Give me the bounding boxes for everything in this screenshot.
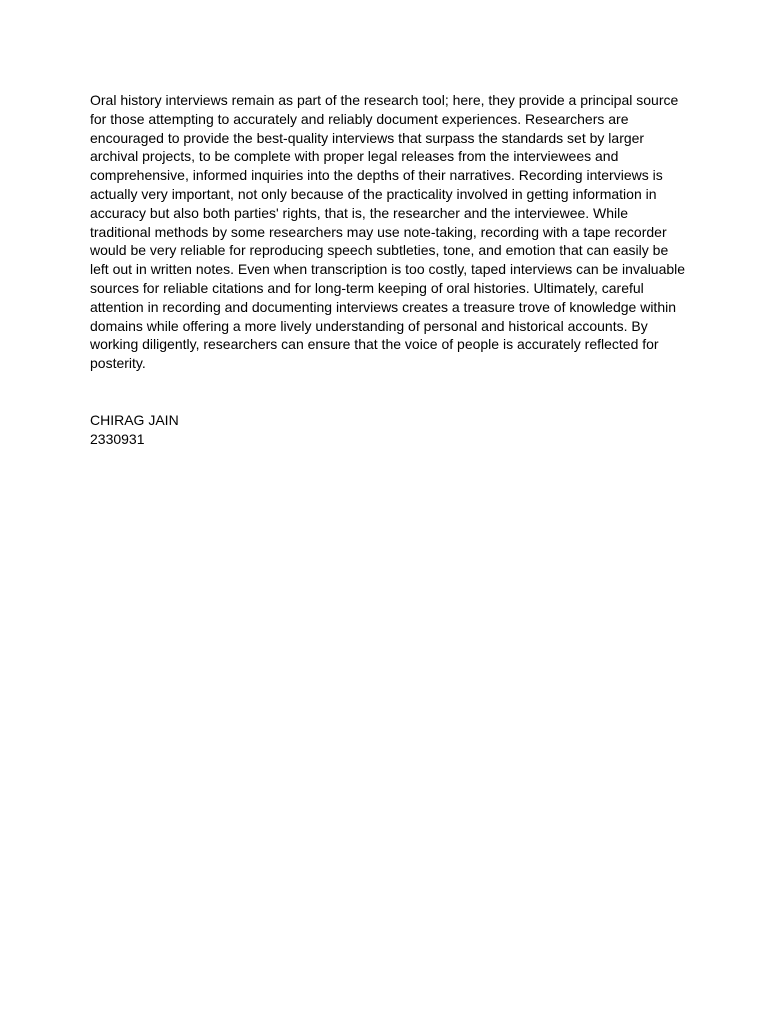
- author-id: 2330931: [90, 430, 145, 447]
- paragraph-line: for those attempting to accurately and reliably document experiences. Researchers are: [90, 110, 629, 127]
- paragraph-line: archival projects, to be complete with proper legal releases from the interviewees and: [90, 148, 619, 165]
- paragraph-line: actually very important, not only because of the practicality involved in getting information in: [90, 185, 657, 202]
- paragraph-line: Oral history interviews remain as part of the research tool; here, they provide a principal source: [90, 92, 679, 108]
- paragraph-line: comprehensive, informed inquiries into the depths of their narratives. Recording interviews is: [90, 167, 663, 184]
- paragraph-line: posterity.: [90, 355, 146, 372]
- paragraph-line: left out in written notes. Even when transcription is too costly, taped interviews can be invaluable: [90, 261, 686, 278]
- paragraph-line: encouraged to provide the best-quality interviews that surpass the standards set by larger: [90, 129, 645, 146]
- body-paragraph: [90, 91, 686, 373]
- paragraph-line: domains while offering a more lively understanding of personal and historical accounts. By: [90, 317, 648, 334]
- author-name: CHIRAG JAIN: [90, 412, 179, 428]
- paragraph-line: working diligently, researchers can ensure that the voice of people is accurately reflected for: [90, 336, 659, 353]
- paragraph-line: traditional methods by some researchers may use note-taking, recording with a tape recorder: [90, 223, 667, 240]
- author-signature-block: [90, 411, 179, 449]
- paragraph-line: sources for reliable citations and for long-term keeping of oral histories. Ultimately, careful: [90, 279, 644, 296]
- paragraph-line: accuracy but also both parties' rights, that is, the researcher and the interviewee. While: [90, 204, 629, 221]
- paragraph-line: attention in recording and documenting interviews creates a treasure trove of knowledge within: [90, 298, 676, 315]
- paragraph-line: would be very reliable for reproducing speech subtleties, tone, and emotion that can easily be: [90, 242, 669, 259]
